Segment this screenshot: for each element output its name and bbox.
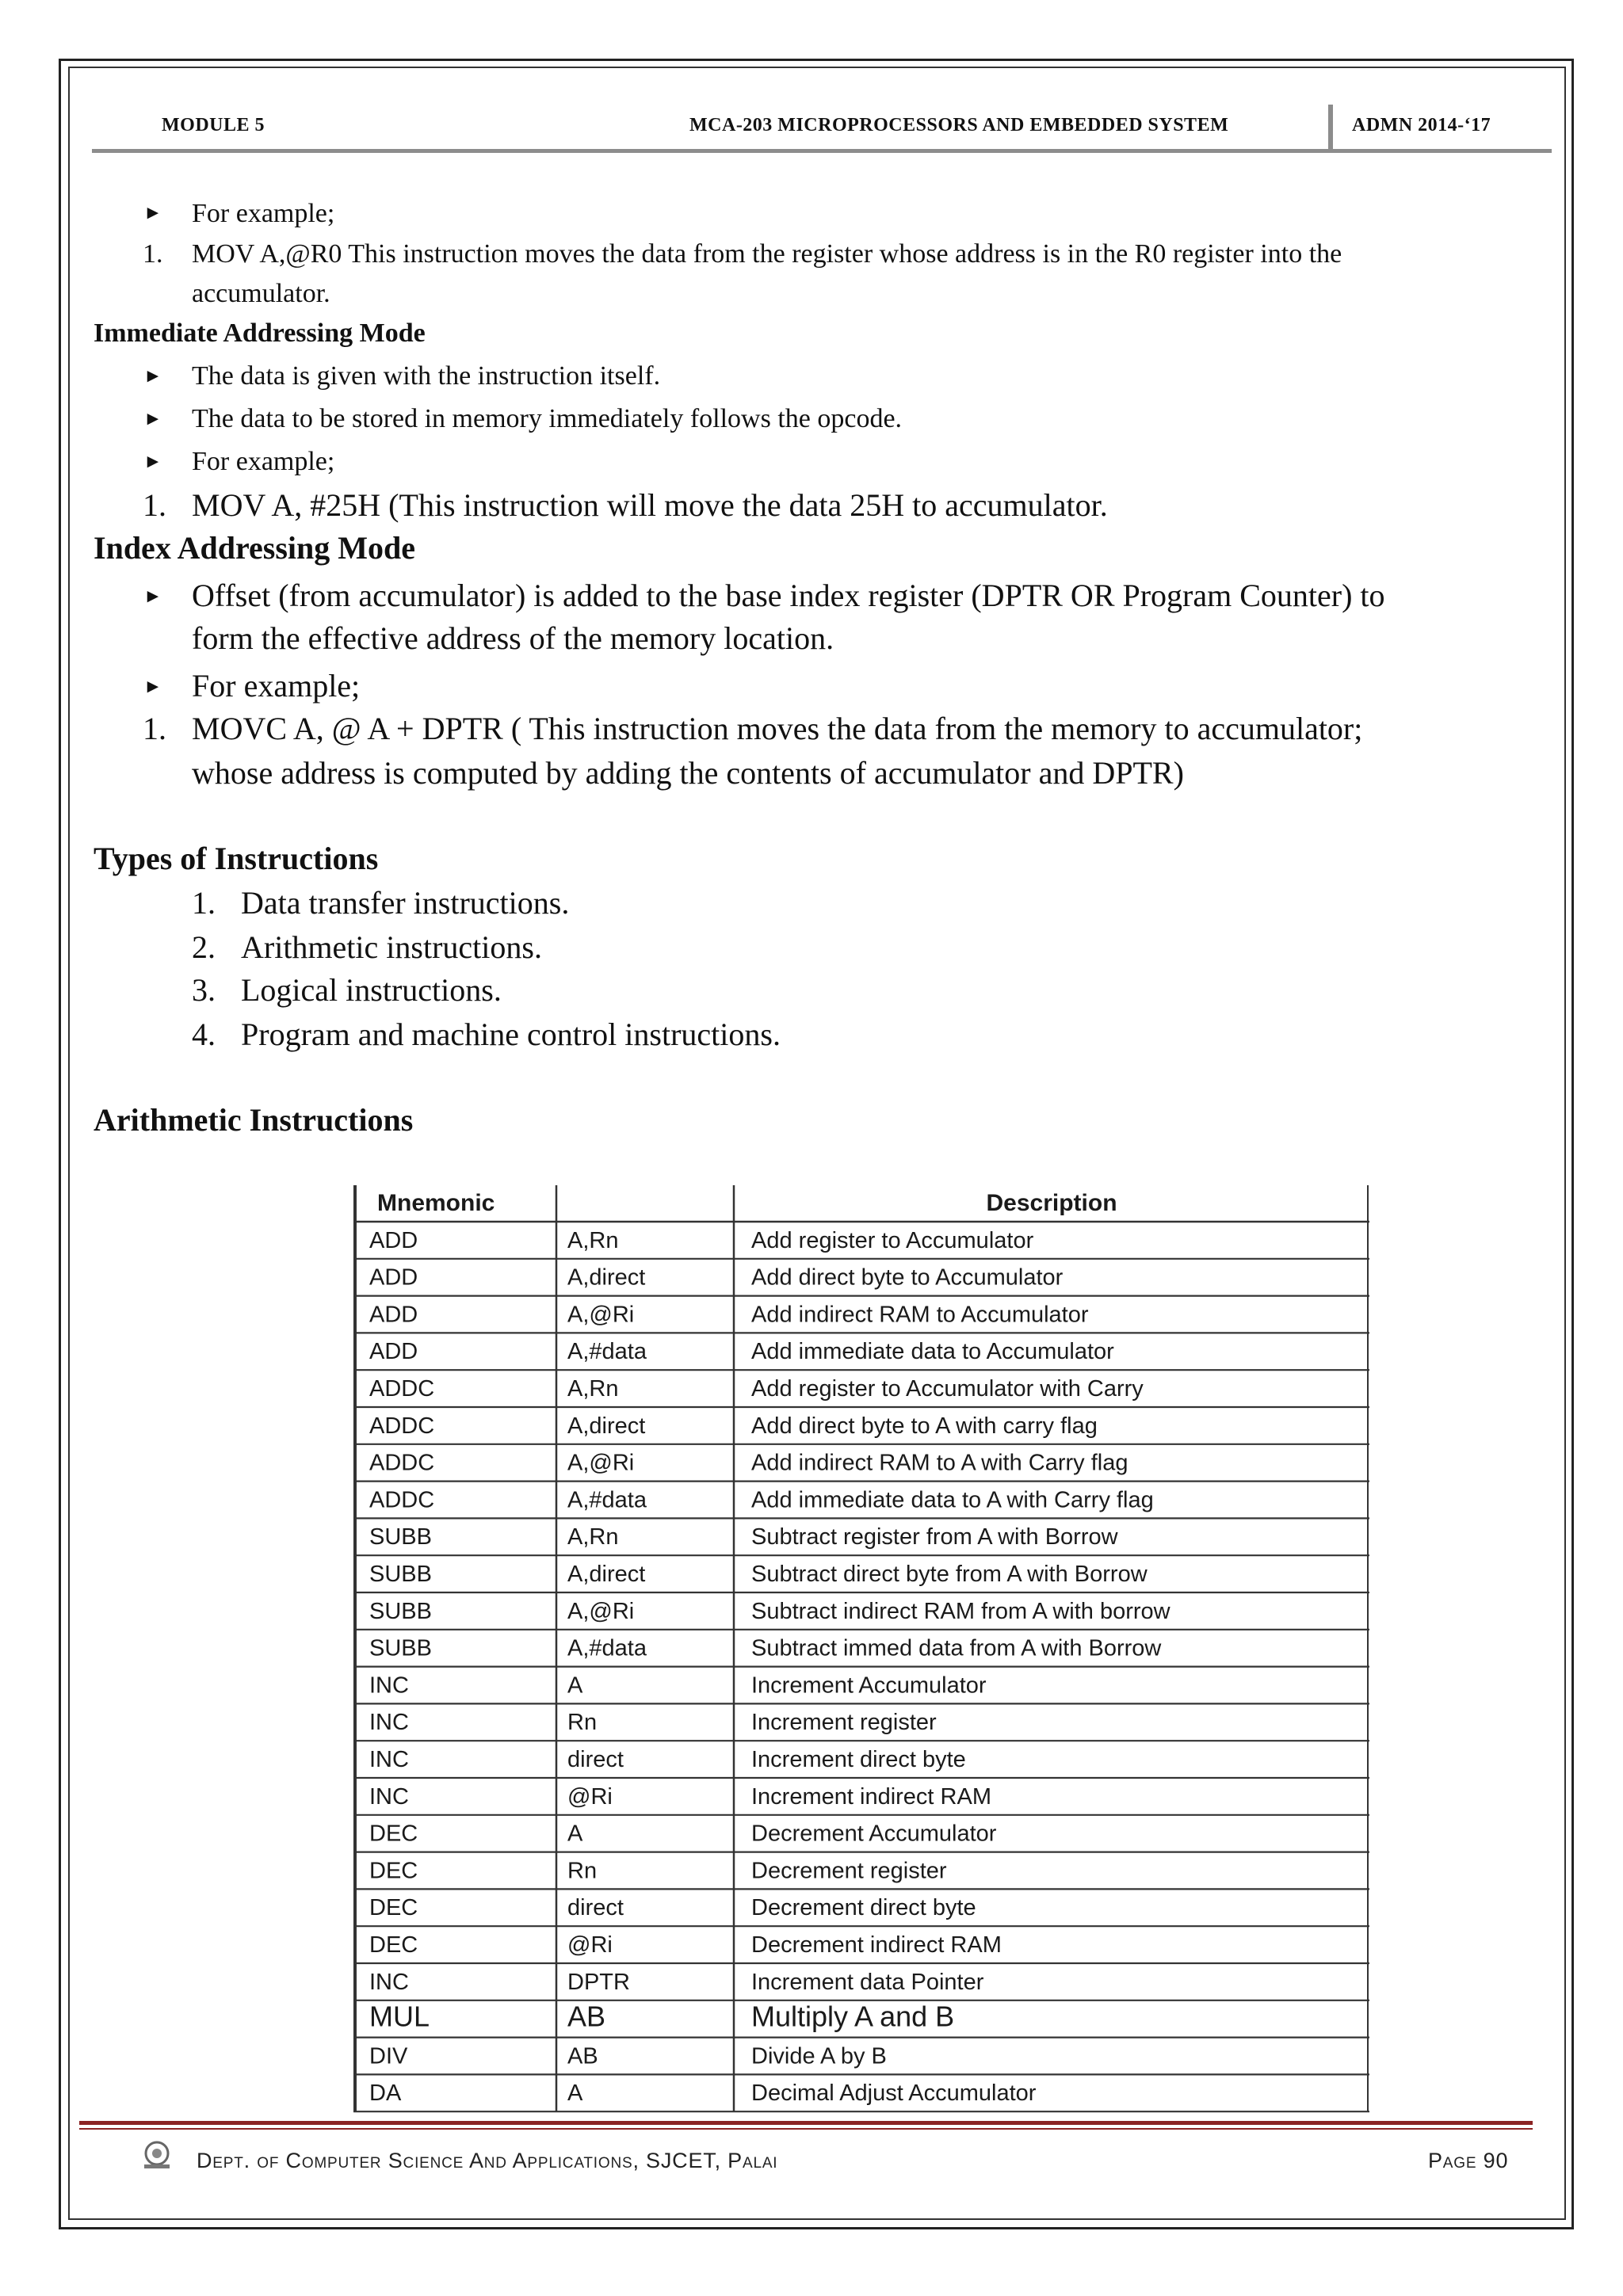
table-cell-operand: A,Rn xyxy=(567,1375,619,1402)
index-example-cont: whose address is computed by adding the contents of accumulator and DPTR) xyxy=(192,755,1184,791)
table-cell-operand: A,#data xyxy=(567,1635,647,1661)
table-cell-operand: A xyxy=(567,2081,583,2107)
types-item: Logical instructions. xyxy=(241,972,502,1008)
section-heading-arithmetic: Arithmetic Instructions xyxy=(94,1102,414,1138)
table-cell-mnemonic: INC xyxy=(369,1783,409,1810)
table-graphic xyxy=(353,1185,1369,2120)
table-cell-description: Decrement direct byte xyxy=(751,1895,976,1921)
types-item: Program and machine control instructions. xyxy=(241,1016,781,1052)
bullet-icon: ► xyxy=(143,366,162,387)
table-cell-operand: A,#data xyxy=(567,1339,647,1365)
bullet-icon: ► xyxy=(143,586,162,607)
bullet-icon: ► xyxy=(143,677,162,697)
immediate-bullet-1: The data is given with the instruction itself. xyxy=(192,361,661,391)
table-cell-mnemonic: ADD xyxy=(369,1302,418,1328)
table-cell-mnemonic: ADD xyxy=(369,1227,418,1253)
footer-department: Dept. of Computer Science And Applications, SJCET, Palai xyxy=(197,2149,778,2172)
table-cell-operand: A xyxy=(567,1821,583,1847)
college-logo-icon xyxy=(139,2139,174,2171)
table-cell-operand: A,direct xyxy=(567,1413,646,1439)
section-heading-types: Types of Instructions xyxy=(94,841,379,876)
table-cell-description: Decimal Adjust Accumulator xyxy=(751,2081,1037,2107)
list-number: 1. xyxy=(143,487,166,523)
table-cell-description: Increment indirect RAM xyxy=(751,1783,991,1810)
table-cell-mnemonic: ADDC xyxy=(369,1375,435,1402)
table-cell-description: Add register to Accumulator with Carry xyxy=(751,1375,1144,1402)
table-cell-description: Add indirect RAM to Accumulator xyxy=(751,1302,1089,1328)
immediate-bullet-2: The data to be stored in memory immediately follows the opcode. xyxy=(192,404,903,433)
table-cell-operand: DPTR xyxy=(567,1969,630,1995)
table-cell-description: Subtract direct byte from A with Borrow xyxy=(751,1561,1148,1587)
table-cell-operand: AB xyxy=(567,2000,606,2033)
types-item-number: 4. xyxy=(192,1016,216,1052)
table-cell-mnemonic: MUL xyxy=(369,2000,430,2033)
table-cell-mnemonic: DA xyxy=(369,2081,402,2107)
header-separator xyxy=(1328,105,1333,149)
table-cell-operand: @Ri xyxy=(567,1932,613,1958)
table-cell-operand: A,@Ri xyxy=(567,1450,635,1476)
index-bullet-1-cont: form the effective address of the memory location. xyxy=(192,620,834,656)
table-cell-description: Increment Accumulator xyxy=(751,1672,987,1699)
table-cell-description: Increment data Pointer xyxy=(751,1969,984,1995)
table-cell-mnemonic: SUBB xyxy=(369,1561,432,1587)
table-cell-operand: A,Rn xyxy=(567,1524,619,1550)
immediate-bullet-3: For example; xyxy=(192,447,335,476)
table-cell-mnemonic: DEC xyxy=(369,1821,418,1847)
types-item-number: 2. xyxy=(192,929,216,965)
types-item: Arithmetic instructions. xyxy=(241,929,542,965)
table-cell-operand: Rn xyxy=(567,1858,598,1884)
table-cell-description: Increment direct byte xyxy=(751,1746,966,1772)
table-cell-operand: A,@Ri xyxy=(567,1302,635,1328)
types-item-number: 1. xyxy=(192,885,216,921)
table-cell-mnemonic: INC xyxy=(369,1672,409,1699)
index-bullet-1: Offset (from accumulator) is added to the base index register (DPTR OR Program Counter) to xyxy=(192,578,1385,613)
header-course: MCA-203 MICROPROCESSORS AND EMBEDDED SYSTEM xyxy=(689,115,1229,135)
table-cell-mnemonic: ADDC xyxy=(369,1487,435,1513)
bullet-icon: ► xyxy=(143,409,162,429)
section-heading-index: Index Addressing Mode xyxy=(94,530,416,566)
table-cell-operand: @Ri xyxy=(567,1783,613,1810)
table-cell-description: Add immediate data to Accumulator xyxy=(751,1339,1114,1365)
table-cell-mnemonic: DIV xyxy=(369,2043,408,2069)
table-cell-mnemonic: ADD xyxy=(369,1264,418,1291)
types-item: Data transfer instructions. xyxy=(241,885,570,921)
header-rule xyxy=(92,149,1552,153)
table-cell-mnemonic: DEC xyxy=(369,1895,418,1921)
table-cell-operand: A xyxy=(567,1672,583,1699)
table-cell-description: Subtract indirect RAM from A with borrow xyxy=(751,1598,1170,1624)
indirect-example-label: For example; xyxy=(192,199,335,228)
footer-page-number: Page 90 xyxy=(1428,2149,1509,2172)
table-cell-description: Add register to Accumulator xyxy=(751,1227,1034,1253)
index-example: MOVC A, @ A + DPTR ( This instruction moves the data from the memory to accumulator; xyxy=(192,711,1363,746)
header-admn: ADMN 2014-‘17 xyxy=(1352,115,1491,135)
list-number: 1. xyxy=(143,711,166,746)
table-cell-mnemonic: ADDC xyxy=(369,1450,435,1476)
table-header-cell: Description xyxy=(986,1190,1117,1216)
section-heading-immediate: Immediate Addressing Mode xyxy=(94,318,426,348)
list-number: 1. xyxy=(143,239,163,269)
table-cell-description: Decrement Accumulator xyxy=(751,1821,997,1847)
header-module: MODULE 5 xyxy=(162,115,265,135)
table-cell-description: Subtract register from A with Borrow xyxy=(751,1524,1118,1550)
table-cell-mnemonic: INC xyxy=(369,1746,409,1772)
table-cell-operand: AB xyxy=(567,2043,598,2069)
index-bullet-2: For example; xyxy=(192,668,361,704)
table-cell-mnemonic: DEC xyxy=(369,1932,418,1958)
table-cell-description: Decrement register xyxy=(751,1858,947,1884)
table-cell-operand: A,Rn xyxy=(567,1227,619,1253)
bullet-icon: ► xyxy=(143,452,162,472)
footer-rule xyxy=(79,2121,1533,2125)
table-cell-description: Add direct byte to A with carry flag xyxy=(751,1413,1098,1439)
immediate-example: MOV A, #25H (This instruction will move the data 25H to accumulator. xyxy=(192,487,1108,523)
table-cell-operand: A,direct xyxy=(567,1264,646,1291)
table-cell-mnemonic: SUBB xyxy=(369,1524,432,1550)
table-cell-mnemonic: SUBB xyxy=(369,1598,432,1624)
table-cell-operand: direct xyxy=(567,1746,624,1772)
table-cell-description: Add immediate data to A with Carry flag xyxy=(751,1487,1154,1513)
table-cell-operand: direct xyxy=(567,1895,624,1921)
footer-rule-thin xyxy=(79,2128,1533,2130)
table-cell-description: Add direct byte to Accumulator xyxy=(751,1264,1064,1291)
table-cell-operand: A,@Ri xyxy=(567,1598,635,1624)
bullet-icon: ► xyxy=(143,203,162,223)
indirect-example-text-cont: accumulator. xyxy=(192,279,330,308)
table-cell-operand: Rn xyxy=(567,1710,598,1736)
table-cell-description: Subtract immed data from A with Borrow xyxy=(751,1635,1162,1661)
table-cell-mnemonic: ADDC xyxy=(369,1413,435,1439)
types-item-number: 3. xyxy=(192,972,216,1008)
arithmetic-instructions-table xyxy=(353,1185,1369,2120)
table-cell-description: Decrement indirect RAM xyxy=(751,1932,1002,1958)
table-cell-description: Multiply A and B xyxy=(751,2000,955,2033)
table-cell-description: Increment register xyxy=(751,1710,937,1736)
table-cell-mnemonic: SUBB xyxy=(369,1635,432,1661)
table-cell-description: Divide A by B xyxy=(751,2043,887,2069)
indirect-example-text: MOV A,@R0 This instruction moves the data from the register whose address is in the R0 register into the xyxy=(192,239,1342,269)
table-cell-mnemonic: ADD xyxy=(369,1339,418,1365)
table-header-cell: Mnemonic xyxy=(377,1190,495,1216)
table-cell-mnemonic: INC xyxy=(369,1710,409,1736)
table-cell-operand: A,#data xyxy=(567,1487,647,1513)
table-cell-description: Add indirect RAM to A with Carry flag xyxy=(751,1450,1128,1476)
table-cell-mnemonic: INC xyxy=(369,1969,409,1995)
table-cell-mnemonic: DEC xyxy=(369,1858,418,1884)
table-cell-operand: A,direct xyxy=(567,1561,646,1587)
